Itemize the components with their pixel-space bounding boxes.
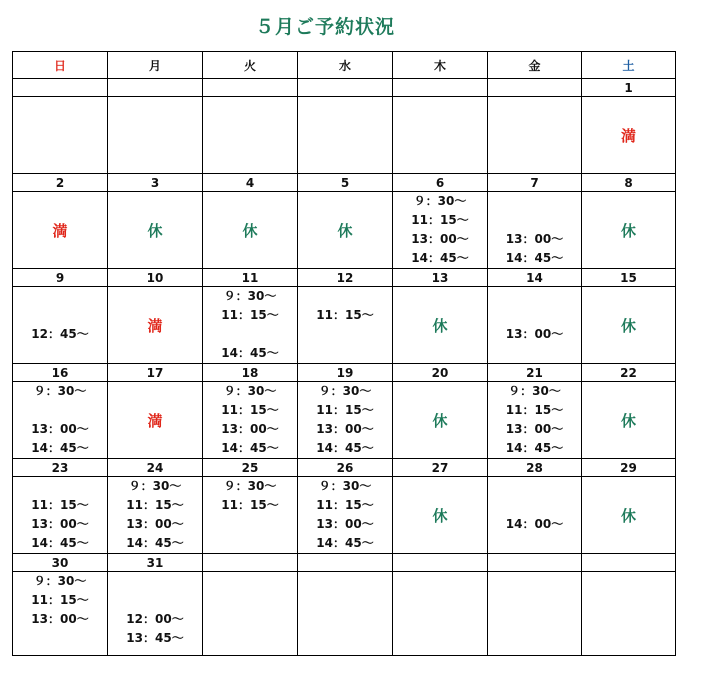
date-number: [203, 554, 298, 572]
day-cell: [488, 572, 582, 656]
time-slot: ９：30〜: [318, 384, 372, 398]
closed-badge: 休: [147, 221, 163, 240]
date-number: 1: [582, 79, 676, 97]
day-content-row: [13, 572, 676, 656]
closed-badge: 休: [620, 411, 636, 430]
day-cell: [393, 192, 488, 269]
time-slot: 13：00〜: [505, 327, 564, 341]
date-number: 20: [393, 364, 488, 382]
date-number-row: [13, 269, 676, 287]
date-number: 12: [298, 269, 393, 287]
date-number: 31: [108, 554, 203, 572]
date-number: 13: [393, 269, 488, 287]
day-cell: [582, 192, 676, 269]
date-number: 11: [203, 269, 298, 287]
day-content-row: [13, 382, 676, 459]
time-slot: ９：30〜: [508, 384, 561, 398]
time-slot: 11：15〜: [411, 213, 469, 227]
closed-badge: 休: [620, 506, 636, 525]
closed-badge: 休: [432, 316, 448, 335]
time-slot: 11：15〜: [31, 498, 89, 512]
time-slot: 14：45〜: [505, 441, 564, 455]
time-slot: 14：45〜: [31, 441, 89, 455]
time-slot: 11：15〜: [221, 498, 279, 512]
fully-booked-badge: 満: [620, 126, 636, 145]
date-number: 24: [108, 459, 203, 477]
date-number: 4: [203, 174, 298, 192]
time-slot: 14：45〜: [221, 346, 279, 360]
day-cell: [582, 382, 676, 459]
time-slot-list: [108, 477, 202, 553]
day-cell: [13, 97, 108, 174]
date-number: 16: [13, 364, 108, 382]
day-cell: [298, 477, 393, 554]
day-cell: [203, 572, 298, 656]
closed-badge: 休: [432, 506, 448, 525]
date-number: [203, 79, 298, 97]
day-cell: [108, 97, 203, 174]
date-number: [298, 554, 393, 572]
weekday-monday: 月: [108, 52, 203, 79]
time-slot: 14：45〜: [126, 536, 184, 550]
time-slot-list: [393, 192, 487, 268]
day-cell: [488, 382, 582, 459]
date-number: [13, 79, 108, 97]
date-number: [488, 79, 582, 97]
time-slot: 13：00〜: [31, 422, 89, 436]
day-cell: [203, 477, 298, 554]
date-number: 25: [203, 459, 298, 477]
time-slot: 11：15〜: [221, 403, 279, 417]
day-cell: [393, 287, 488, 364]
date-number-row: [13, 364, 676, 382]
date-number: 9: [13, 269, 108, 287]
date-number: [488, 554, 582, 572]
time-slot: ９：30〜: [318, 479, 372, 493]
day-cell: [393, 97, 488, 174]
date-number: 10: [108, 269, 203, 287]
time-slot-list: [13, 477, 107, 553]
day-cell: [298, 382, 393, 459]
day-cell: [108, 192, 203, 269]
date-number: 5: [298, 174, 393, 192]
fully-booked-badge: 満: [147, 411, 163, 430]
date-number: 2: [13, 174, 108, 192]
time-slot: 13：00〜: [316, 422, 374, 436]
date-number-row: [13, 79, 676, 97]
day-cell: [298, 192, 393, 269]
day-cell: [203, 382, 298, 459]
time-slot: 13：00〜: [411, 232, 469, 246]
day-content-row: [13, 97, 676, 174]
time-slot: 13：00〜: [505, 232, 564, 246]
time-slot: ９：30〜: [33, 574, 87, 588]
day-cell: [298, 97, 393, 174]
time-slot: 13：00〜: [316, 517, 374, 531]
time-slot: ９：30〜: [33, 384, 87, 398]
weekday-friday: 金: [488, 52, 582, 79]
day-cell: [203, 97, 298, 174]
time-slot: ９：30〜: [128, 479, 182, 493]
time-slot: 14：00〜: [505, 517, 564, 531]
weekday-wednesday: 水: [298, 52, 393, 79]
date-number: 14: [488, 269, 582, 287]
time-slot: 13：00〜: [505, 422, 564, 436]
date-number: 8: [582, 174, 676, 192]
page-title: ５月ご予約状況: [254, 16, 395, 38]
time-slot: 11：15〜: [316, 403, 374, 417]
day-cell: [203, 287, 298, 364]
time-slot: 11：15〜: [316, 308, 374, 322]
time-slot: ９：30〜: [413, 194, 467, 208]
date-number: 17: [108, 364, 203, 382]
date-number: 23: [13, 459, 108, 477]
time-slot: 13：00〜: [31, 517, 89, 531]
day-cell: [393, 572, 488, 656]
day-cell: [298, 287, 393, 364]
time-slot-list: [203, 477, 297, 553]
time-slot-list: [488, 192, 581, 268]
time-slot: 11：15〜: [31, 593, 89, 607]
time-slot-list: [203, 382, 297, 458]
time-slot: ９：30〜: [223, 384, 277, 398]
day-cell: [582, 477, 676, 554]
day-cell: [488, 97, 582, 174]
closed-badge: 休: [432, 411, 448, 430]
time-slot: 14：45〜: [221, 441, 279, 455]
day-cell: [108, 287, 203, 364]
reservation-calendar: [12, 51, 676, 656]
day-cell: [393, 382, 488, 459]
date-number: 7: [488, 174, 582, 192]
closed-badge: 休: [242, 221, 258, 240]
date-number: 15: [582, 269, 676, 287]
day-cell: [13, 287, 108, 364]
date-number-row: [13, 174, 676, 192]
day-content-row: [13, 287, 676, 364]
fully-booked-badge: 満: [147, 316, 163, 335]
date-number: 27: [393, 459, 488, 477]
date-number: [582, 554, 676, 572]
time-slot: 14：45〜: [411, 251, 469, 265]
date-number: 28: [488, 459, 582, 477]
closed-badge: 休: [620, 316, 636, 335]
weekday-header-row: [13, 52, 676, 79]
time-slot-list: [298, 287, 392, 363]
time-slot-list: [108, 572, 202, 648]
date-number: 22: [582, 364, 676, 382]
day-cell: [582, 287, 676, 364]
day-cell: [108, 382, 203, 459]
time-slot: 14：45〜: [316, 441, 374, 455]
time-slot: ９：30〜: [223, 289, 277, 303]
day-cell: [488, 287, 582, 364]
day-cell: [203, 192, 298, 269]
day-cell: [13, 382, 108, 459]
time-slot: 14：45〜: [505, 251, 564, 265]
date-number: 30: [13, 554, 108, 572]
day-cell: [13, 192, 108, 269]
time-slot: 11：15〜: [316, 498, 374, 512]
time-slot: ９：30〜: [223, 479, 277, 493]
day-cell: [582, 572, 676, 656]
day-content-row: [13, 477, 676, 554]
date-number-row: [13, 554, 676, 572]
time-slot: 14：45〜: [31, 536, 89, 550]
date-number: 18: [203, 364, 298, 382]
time-slot-list: [203, 287, 297, 363]
day-cell: [13, 572, 108, 656]
weekday-tuesday: 火: [203, 52, 298, 79]
date-number: [393, 79, 488, 97]
day-cell: [393, 477, 488, 554]
day-cell: [488, 192, 582, 269]
time-slot: 13：00〜: [31, 612, 89, 626]
day-cell: [298, 572, 393, 656]
closed-badge: 休: [337, 221, 353, 240]
time-slot: 12：45〜: [31, 327, 89, 341]
time-slot-list: [13, 572, 107, 629]
time-slot: 13：45〜: [126, 631, 184, 645]
day-content-row: [13, 192, 676, 269]
fully-booked-badge: 満: [52, 221, 68, 240]
date-number: 29: [582, 459, 676, 477]
time-slot: 13：00〜: [221, 422, 279, 436]
time-slot-list: [13, 382, 107, 458]
weekday-thursday: 木: [393, 52, 488, 79]
weekday-sunday: 日: [13, 52, 108, 79]
time-slot-list: [488, 287, 581, 363]
day-cell: [582, 97, 676, 174]
time-slot-list: [488, 477, 581, 553]
time-slot-list: [298, 477, 392, 553]
date-number: 6: [393, 174, 488, 192]
weekday-saturday: 土: [582, 52, 676, 79]
date-number-row: [13, 459, 676, 477]
date-number: [108, 79, 203, 97]
time-slot-list: [298, 382, 392, 458]
day-cell: [108, 477, 203, 554]
time-slot: 12：00〜: [126, 612, 184, 626]
day-cell: [13, 477, 108, 554]
date-number: [298, 79, 393, 97]
time-slot: 14：45〜: [316, 536, 374, 550]
time-slot: 11：15〜: [221, 308, 279, 322]
time-slot: 11：15〜: [505, 403, 564, 417]
date-number: [393, 554, 488, 572]
date-number: 26: [298, 459, 393, 477]
day-cell: [488, 477, 582, 554]
time-slot: 11：15〜: [126, 498, 184, 512]
time-slot-list: [488, 382, 581, 458]
date-number: 19: [298, 364, 393, 382]
date-number: 21: [488, 364, 582, 382]
time-slot: 13：00〜: [126, 517, 184, 531]
date-number: 3: [108, 174, 203, 192]
day-cell: [108, 572, 203, 656]
time-slot-list: [13, 287, 107, 363]
closed-badge: 休: [620, 221, 636, 240]
